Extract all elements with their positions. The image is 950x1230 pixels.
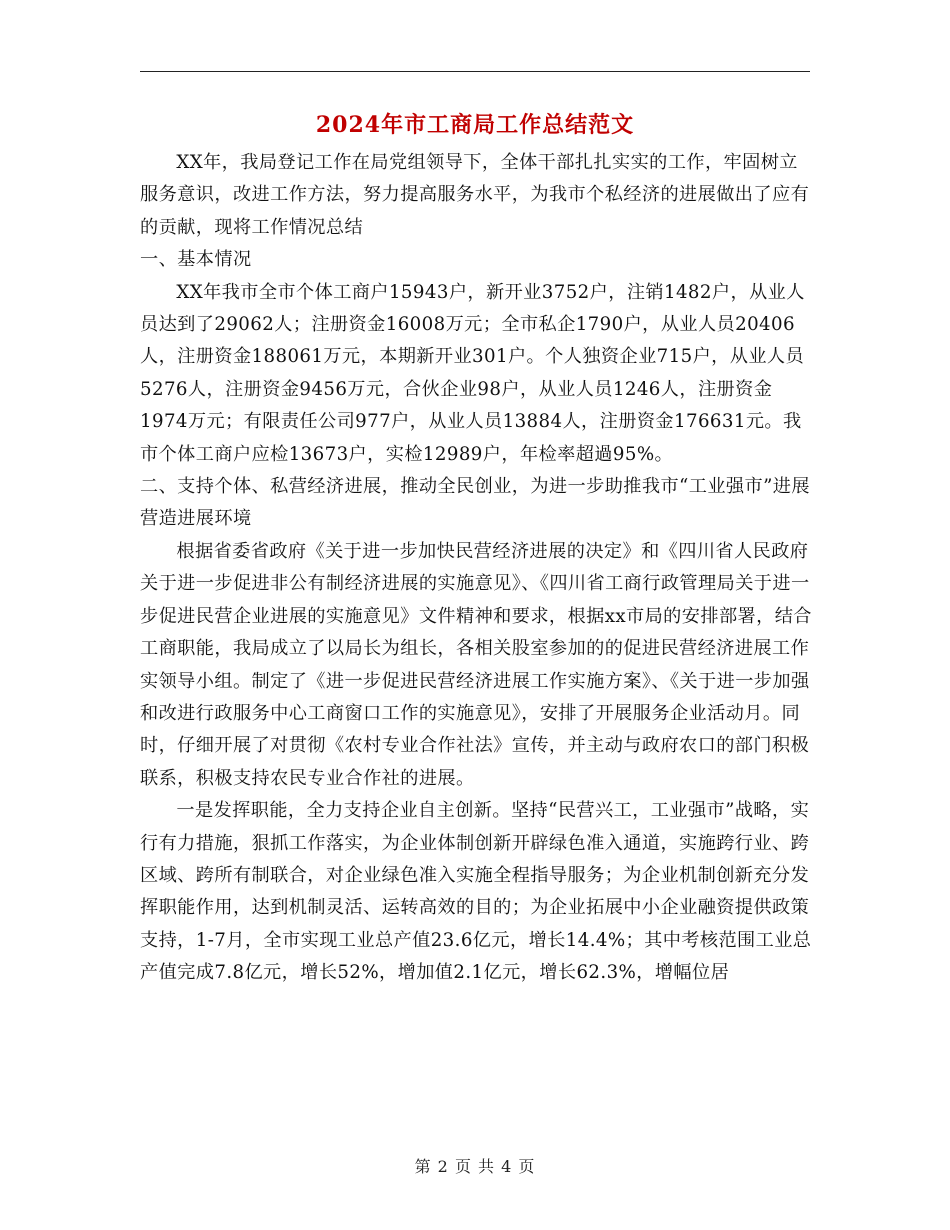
body-paragraph: XX年我市全市个体工商户15943户，新开业3752户，注销1482户，从业人员达到了29062人；注册资金16008万元；全市私企1790户，从业人员20406人，注册资金188061万元，本期新开业301户。个人独资企业715户，从业人员5276人，注册资金9456万元，合伙企业98户，从业人员1246人，注册资金1974万元；有限责任公司977户，从业人员13884人，注册资金176631元。我市个体工商户应检13673户，实检12989户，年检率超過95%。 — [140, 281, 805, 465]
section-heading: 一、基本情况 — [140, 249, 252, 271]
document-title: 2024年市工商局工作总结范文 — [315, 112, 635, 138]
document-body — [140, 147, 812, 990]
page-footer: 第 2 页 共 4 页 — [414, 1157, 536, 1176]
body-paragraph: XX年，我局登记工作在局党组领导下，全体干部扎扎实实的工作，牢固树立服务意识，改进工作方法，努力提高服务水平，为我市个私经济的进展做出了应有的贡献，现将工作情况总结 — [140, 152, 810, 238]
header-rule — [140, 71, 810, 72]
body-paragraph: 根据省委省政府《关于进一步加快民营经济进展的决定》和《四川省人民政府关于进一步促进非公有制经济进展的实施意见》、《四川省工商行政管理局关于进一步促进民营企业进展的实施意见》文件精神和要求，根据xx市局的安排部署，结合工商职能，我局成立了以局长为组长，各相关股室参加的的促进民营经济进展工作实领导小组。制定了《进一步促进民营经济进展工作实施方案》、《关于进一步加强和改进行政服务中心工商窗口工作的实施意见》，安排了开展服务企业活动月。同时，仔细开展了对贯彻《农村专业合作社法》宣传，并主动与政府农口的部门积极联系，积极支持农民专业合作社的进展。 — [140, 540, 812, 789]
body-paragraph: 一是发挥职能，全力支持企业自主创新。坚持“民营兴工，工业强市”战略，实行有力措施，狠抓工作落实，为企业体制创新开辟绿色准入通道，实施跨行业、跨区域、跨所有制联合，对企业绿色准入实施全程指导服务；为企业机制创新充分发挥职能作用，达到机制灵活、运转高效的目的；为企业拓展中小企业融资提供政策支持，1-7月，全市实现工业总产值23.6亿元，增长14.4%；其中考核范围工业总产值完成7.8亿元，增长52%，增加值2.1亿元，增长62.3%，增幅位居 — [140, 800, 812, 984]
section-heading: 二、支持个体、私营经济进展，推动全民创业，为进一步助推我市“工业强市”进展营造进展环境 — [140, 476, 810, 530]
